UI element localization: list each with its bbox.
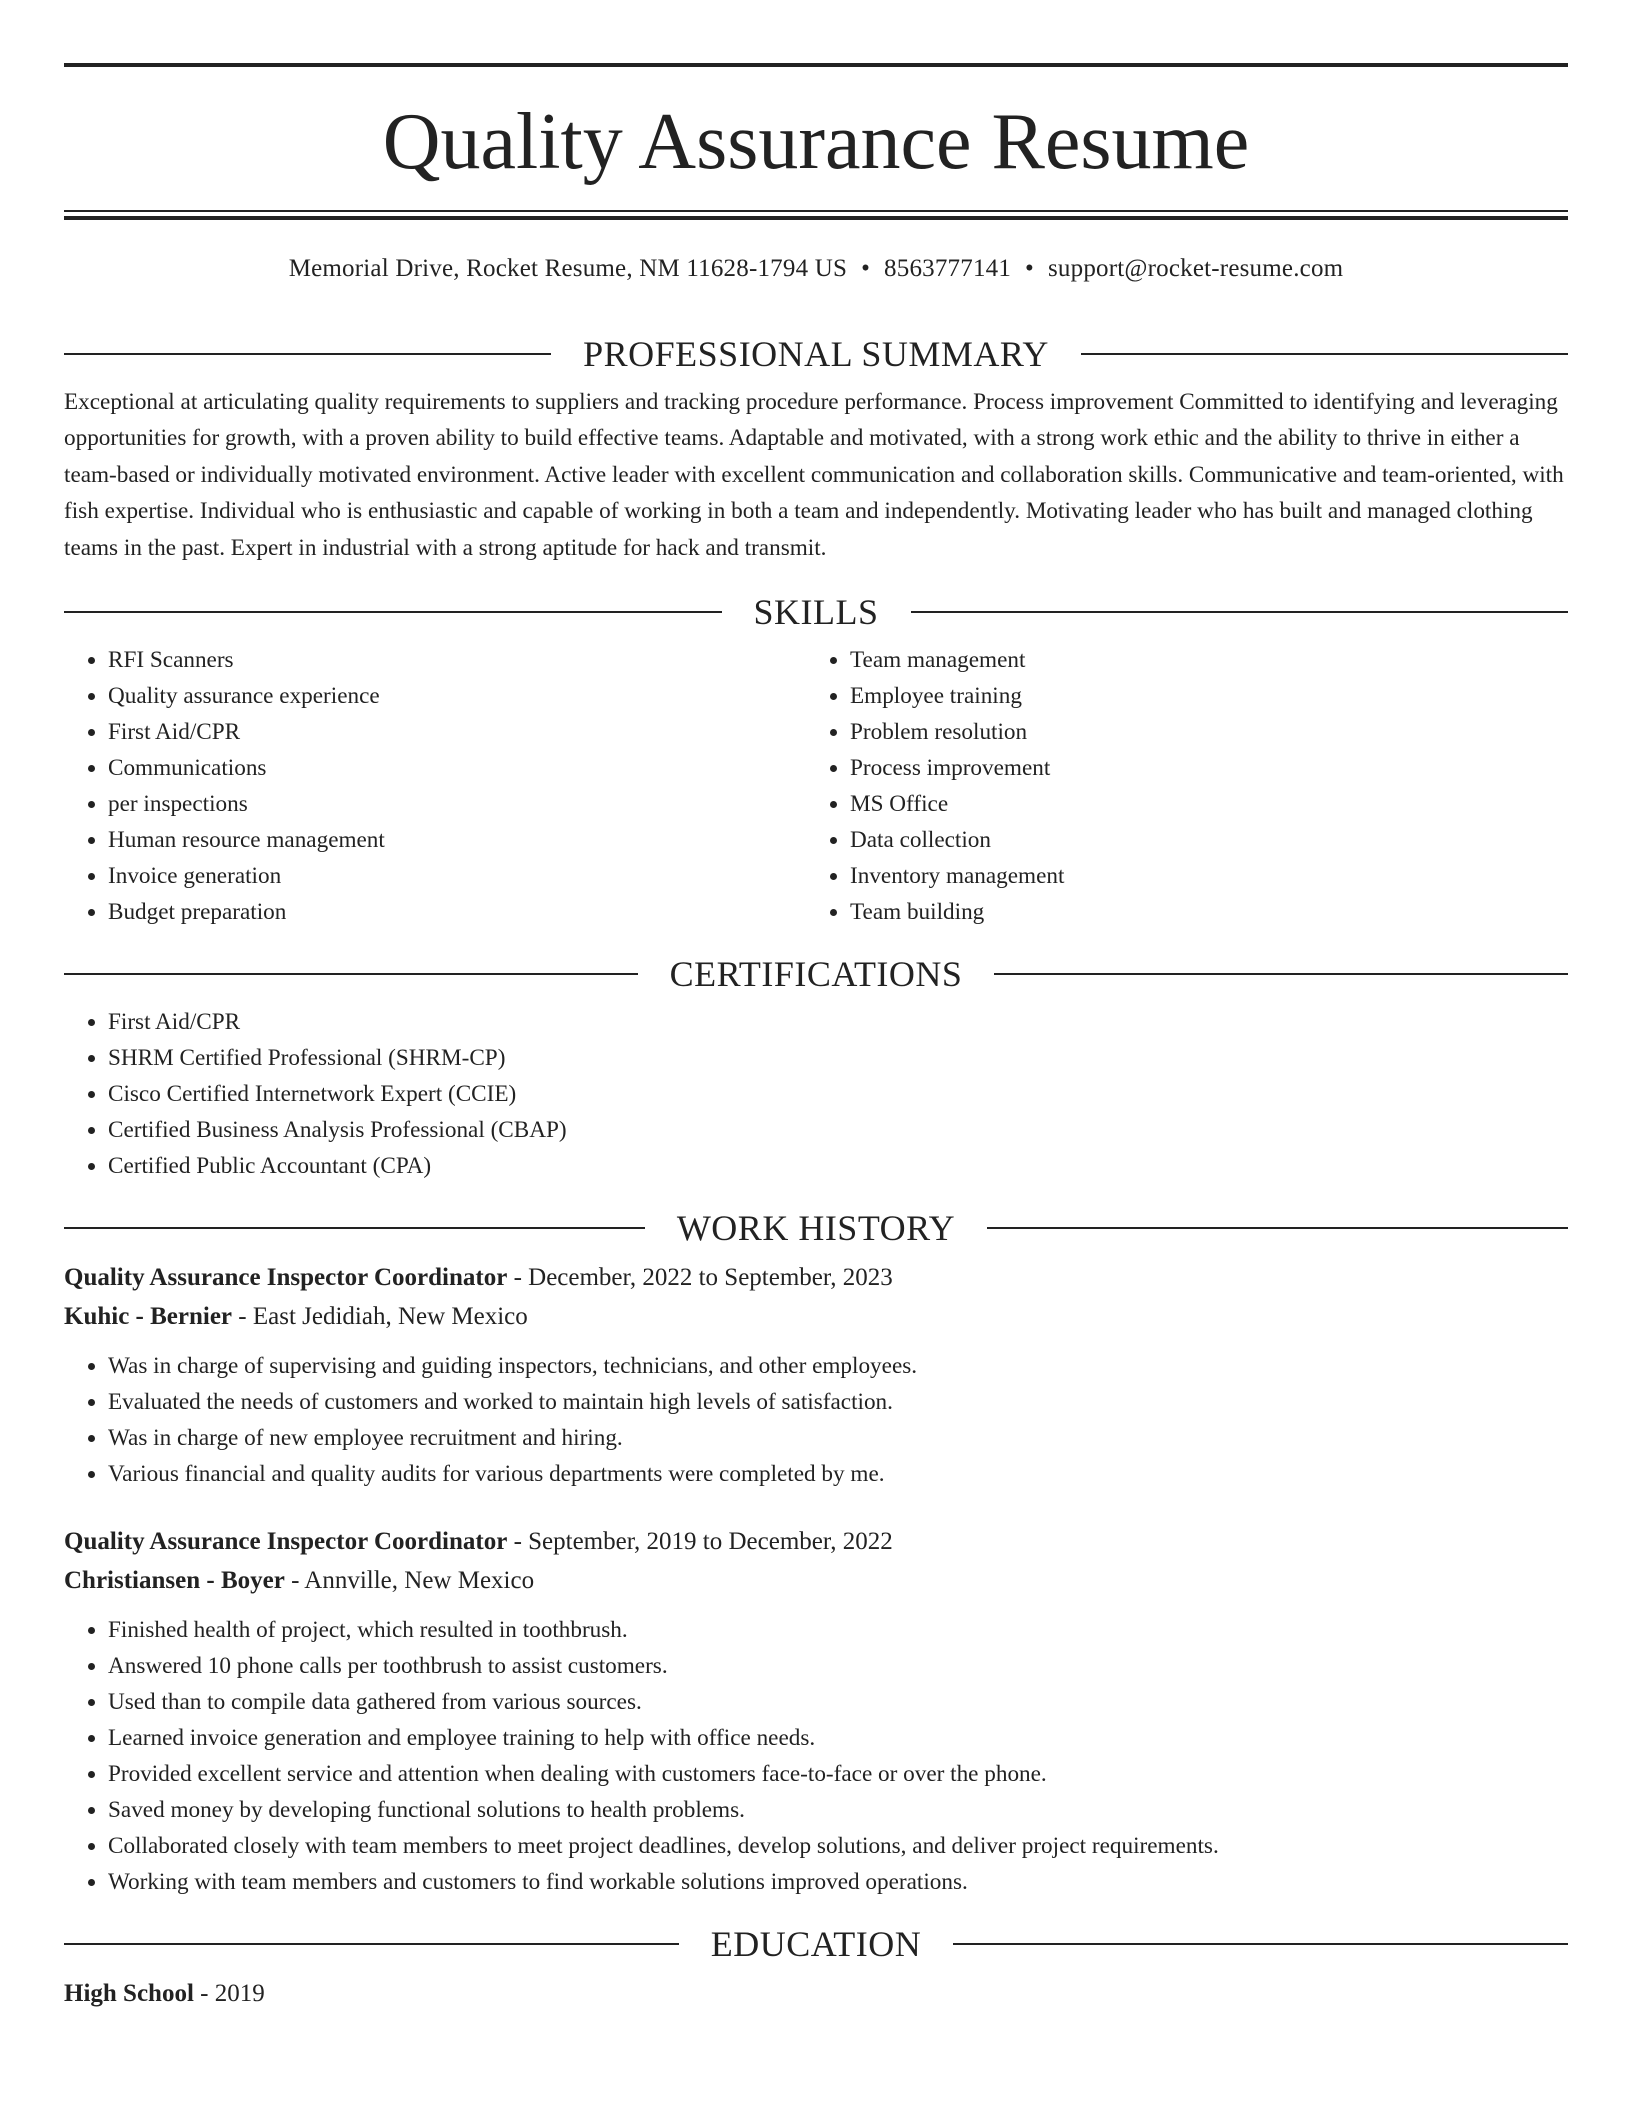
job-duty-item: • Answered 10 phone calls per toothbrush to assist customers. <box>108 1648 1568 1684</box>
certification-item: • First Aid/CPR <box>108 1004 1568 1040</box>
job-dates: - December, 2022 to September, 2023 <box>507 1264 893 1292</box>
heading-line <box>994 973 1568 975</box>
skill-item: • RFI Scanners <box>108 642 806 678</box>
education-year: - 2019 <box>193 1980 265 2008</box>
heading-line <box>911 611 1569 613</box>
job-duty-item: • Evaluated the needs of customers and worked to maintain high levels of satisfaction. <box>108 1384 1568 1420</box>
certification-item: • SHRM Certified Professional (SHRM-CP) <box>108 1040 1568 1076</box>
contact-separator: • <box>861 255 871 282</box>
heading-line <box>64 611 722 613</box>
resume-title: Quality Assurance Resume <box>382 98 1250 186</box>
contact-separator: • <box>1025 255 1034 282</box>
skill-item: • Invoice generation <box>108 858 806 894</box>
job-duty-item: • Was in charge of supervising and guiding inspectors, technicians, and other employees. <box>108 1348 1568 1384</box>
job-duty-item: • Finished health of project, which resulted in toothbrush. <box>108 1612 1568 1648</box>
skill-item: • Inventory management <box>850 858 1548 894</box>
section-title-summary: PROFESSIONAL SUMMARY <box>583 334 1049 374</box>
job-entry <box>64 1258 1568 1492</box>
job-company-line <box>64 1561 1568 1600</box>
skills-column-right <box>806 642 1548 930</box>
certification-item: • Certified Public Accountant (CPA) <box>108 1148 1568 1184</box>
job-title-line <box>64 1258 1568 1297</box>
certification-item: • Cisco Certified Internetwork Expert (CCIE) <box>108 1076 1568 1112</box>
job-title: Quality Assurance Inspector Coordinator <box>64 1528 508 1556</box>
section-title-skills: SKILLS <box>753 592 879 633</box>
heading-line <box>64 973 638 975</box>
heading-line <box>1081 353 1568 355</box>
title-double-rule <box>64 210 1568 220</box>
heading-line <box>987 1227 1568 1229</box>
job-company: Christiansen - Boyer <box>64 1567 285 1595</box>
section-heading-skills <box>64 592 1568 632</box>
skill-item: • MS Office <box>850 786 1548 822</box>
skill-item: • First Aid/CPR <box>108 714 806 750</box>
job-duty-item: • Various financial and quality audits for various departments were completed by me. <box>108 1456 1568 1492</box>
section-title-work-history: WORK HISTORY <box>676 1208 956 1249</box>
job-duty-item: • Working with team members and customers to find workable solutions improved operations. <box>108 1864 1568 1900</box>
skill-item: • Data collection <box>850 822 1548 858</box>
skills-list-left <box>64 642 806 930</box>
skill-item: • per inspections <box>108 786 806 822</box>
section-heading-summary <box>64 334 1568 374</box>
skill-item: • Quality assurance experience <box>108 678 806 714</box>
heading-line <box>64 1943 679 1945</box>
education-degree: High School <box>64 1980 194 2008</box>
skill-item: • Budget preparation <box>108 894 806 930</box>
skill-item: • Process improvement <box>850 750 1548 786</box>
job-location: - Annville, New Mexico <box>284 1567 535 1595</box>
job-company: Kuhic - Bernier <box>64 1303 233 1331</box>
job-duty-item: • Used than to compile data gathered from various sources. <box>108 1684 1568 1720</box>
summary-text: Exceptional at articulating quality requirements to suppliers and tracking procedure performance. Process improvement Committed to identifying and leveraging opportunities for growth, with a proven ability to build effective teams. Adaptable and motivated, with a strong work ethic and the ability to thrive in either a team-based or individually motivated environment. Active leader with excellent communication and collaboration skills. Communicative and team-oriented, with fish expertise. Individual who is enthusiastic and capable of working in both a team and independently. Motivating leader who has built and managed clothing teams in the past. Expert in industrial with a strong aptitude for hack and transmit. <box>64 389 1564 561</box>
job-company-line <box>64 1297 1568 1336</box>
certifications-list <box>64 1004 1568 1184</box>
section-title-education: EDUCATION <box>710 1924 922 1965</box>
heading-line <box>64 1227 645 1229</box>
education-entry <box>64 1976 1568 2012</box>
job-duty-item: • Learned invoice generation and employee training to help with office needs. <box>108 1720 1568 1756</box>
job-title: Quality Assurance Inspector Coordinator <box>64 1264 508 1292</box>
contact-email: support@rocket-resume.com <box>1048 255 1344 282</box>
section-heading-education <box>64 1924 1568 1964</box>
skill-item: • Employee training <box>850 678 1548 714</box>
job-duties-list <box>64 1612 1568 1900</box>
job-location: - East Jedidiah, New Mexico <box>232 1303 528 1331</box>
skill-item: • Team management <box>850 642 1548 678</box>
job-title-line <box>64 1522 1568 1561</box>
contact-phone: 8563777141 <box>884 255 1012 282</box>
skill-item: • Human resource management <box>108 822 806 858</box>
job-duty-item: • Was in charge of new employee recruitment and hiring. <box>108 1420 1568 1456</box>
skills-columns <box>64 642 1568 930</box>
top-rule <box>64 63 1568 67</box>
job-duty-item: • Saved money by developing functional solutions to health problems. <box>108 1792 1568 1828</box>
job-entry <box>64 1522 1568 1900</box>
skills-column-left <box>64 642 806 930</box>
contact-line <box>64 254 1568 284</box>
job-duty-item: • Provided excellent service and attention when dealing with customers face-to-face or over the phone. <box>108 1756 1568 1792</box>
section-heading-work-history <box>64 1208 1568 1248</box>
heading-line <box>64 353 551 355</box>
skill-item: • Team building <box>850 894 1548 930</box>
skills-list-right <box>806 642 1548 930</box>
job-duties-list <box>64 1348 1568 1492</box>
skill-item: • Communications <box>108 750 806 786</box>
contact-address: Memorial Drive, Rocket Resume, NM 11628-1794 US <box>288 255 848 282</box>
certification-item: • Certified Business Analysis Professional (CBAP) <box>108 1112 1568 1148</box>
section-title-certifications: CERTIFICATIONS <box>669 954 963 995</box>
job-duty-item: • Collaborated closely with team members to meet project deadlines, develop solutions, and deliver project requirements. <box>108 1828 1568 1864</box>
heading-line <box>953 1943 1568 1945</box>
skill-item: • Problem resolution <box>850 714 1548 750</box>
section-heading-certifications <box>64 954 1568 994</box>
job-dates: - September, 2019 to December, 2022 <box>507 1528 893 1556</box>
